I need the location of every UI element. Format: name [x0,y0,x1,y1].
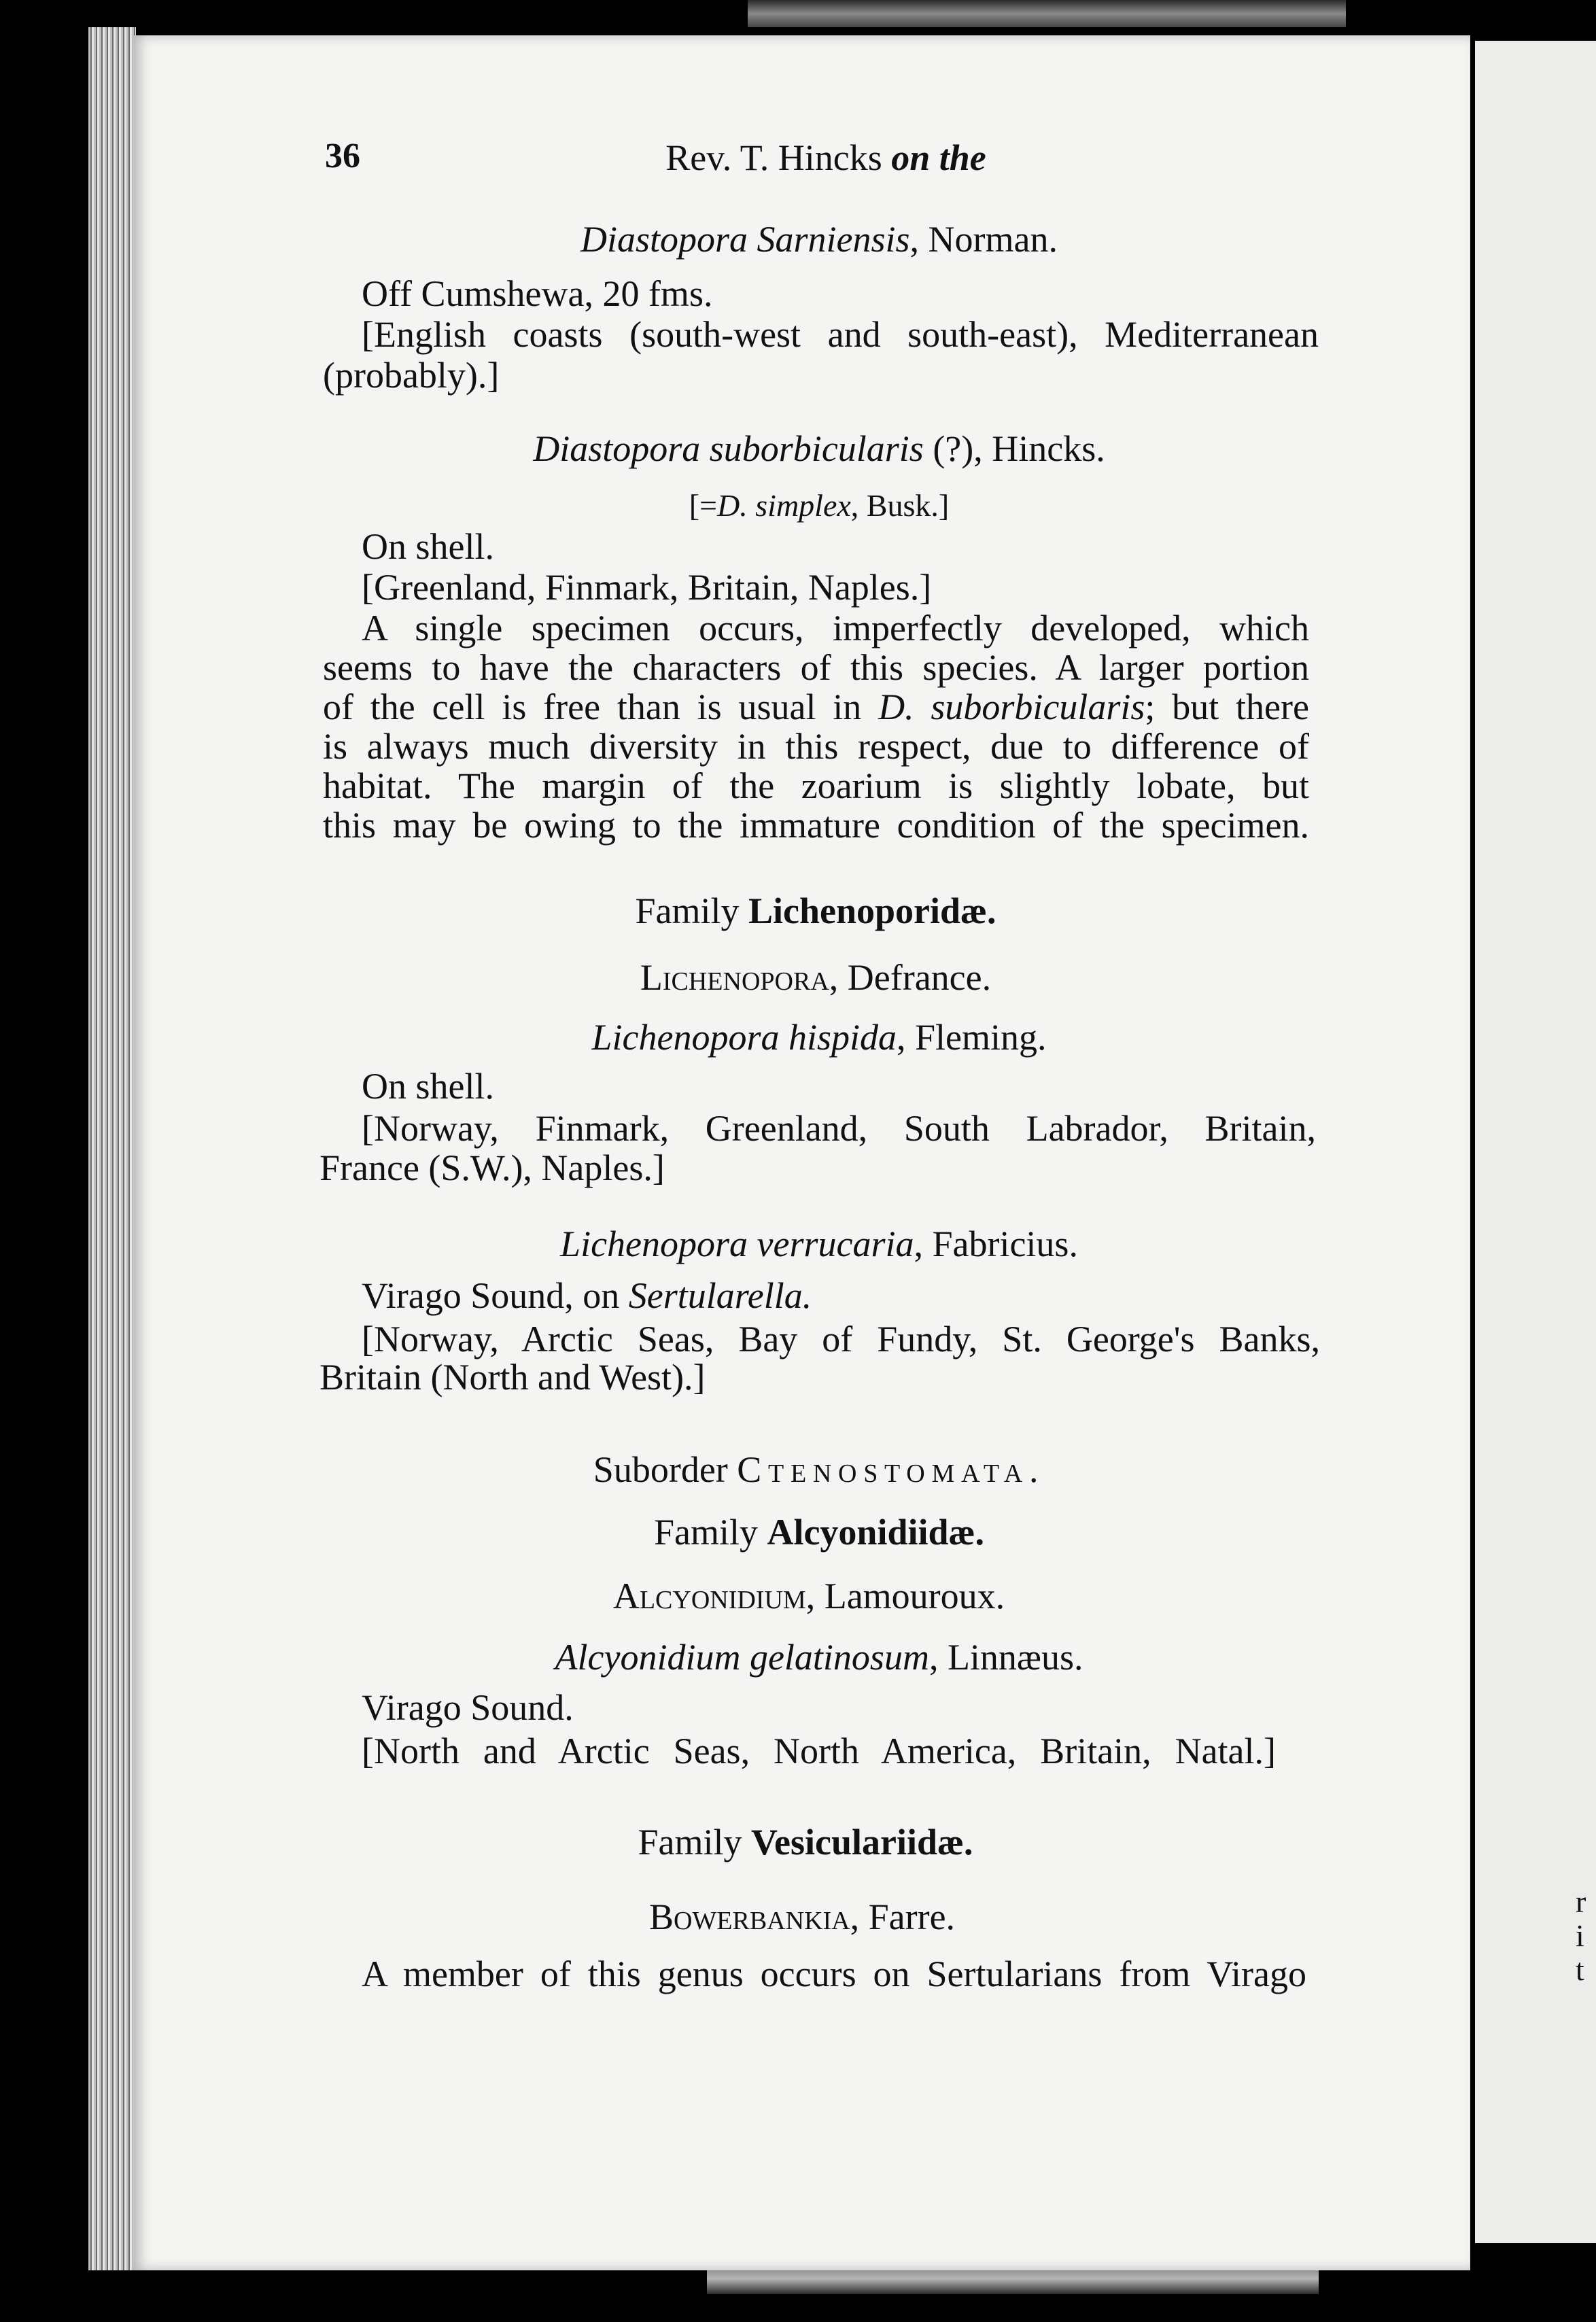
family-heading [654,1512,984,1553]
suborder-heading [593,1449,1045,1490]
species-name: Lichenopora hispida [591,1017,897,1058]
synonym-authority: , Busk.] [850,488,950,523]
distribution-line: Britain (North and West).] [319,1357,706,1398]
body-text-line: A member of this genus occurs on Sertularians from Virago [362,1954,1306,1994]
family-label: Family [653,1512,767,1553]
locality-line: On shell. [362,1066,494,1107]
page-edges [88,27,136,2270]
family-name: Alcyonidiidæ. [767,1512,985,1553]
distribution-line: (probably).] [323,355,500,396]
species-name: Diastopora suborbicularis [533,428,924,469]
genus-heading [640,957,991,998]
synonym-name: D. simplex [717,488,851,523]
species-title [580,219,1058,260]
species-authority: , Fleming. [897,1017,1047,1058]
species-title [533,428,1105,469]
species-authority: , Linnæus. [929,1637,1083,1678]
family-label: Family [635,890,748,931]
locality-line [362,1275,812,1316]
body-text-line: A single specimen occurs, imperfectly developed, which [362,608,1309,648]
species-name: Diastopora Sarniensis [580,219,910,260]
facing-page-fragment-2: i [1576,1920,1584,1952]
synonym-line [689,485,949,526]
species-title [560,1224,1078,1264]
body-text-line [323,687,1309,727]
genus-authority: , Defrance. [829,957,992,998]
distribution-line: [North and Arctic Seas, North America, Britain, Natal.] [362,1731,1276,1771]
body-text-line: is always much diversity in this respect, due to difference of [323,726,1309,767]
binding-top-strip [748,0,1346,27]
body-text-line: seems to have the characters of this species. A larger portion [323,647,1309,688]
species-title [591,1017,1046,1058]
family-name: Lichenoporidæ. [748,890,996,931]
synonym-bracket: [= [689,488,718,523]
species-authority: , Norman. [909,219,1058,260]
running-head-italic: on the [891,137,986,178]
distribution-line: [Norway, Finmark, Greenland, South Labrador, Britain, [362,1108,1316,1149]
species-name: Alcyonidium gelatinosum [555,1637,929,1678]
species-name: Lichenopora verrucaria [560,1224,914,1264]
genus-authority: , Farre. [850,1896,956,1937]
genus-heading [613,1576,1005,1616]
body-text-run: ; but there [1145,687,1309,727]
distribution-line: [Norway, Arctic Seas, Bay of Fundy, St. George's Banks, [362,1319,1320,1359]
genus-authority: , Lamouroux. [805,1576,1005,1616]
locality-line: On shell. [362,526,494,567]
page-number: 36 [325,137,360,175]
locality-line: Virago Sound. [362,1687,574,1728]
locality-line: Off Cumshewa, 20 fms. [362,273,713,314]
suborder-name: Ctenostomata. [737,1449,1045,1490]
species-reference: D. suborbicularis [878,687,1145,727]
facing-page-fragment-1: r [1576,1886,1586,1918]
family-heading [638,1822,973,1862]
running-head-roman: Rev. T. Hincks [665,137,892,178]
locality-text: Virago Sound, on [362,1275,629,1316]
distribution-line: [Greenland, Finmark, Britain, Naples.] [362,567,932,608]
family-label: Family [638,1822,751,1862]
distribution-line: [English coasts (south-west and south-east), Mediterranean [362,314,1319,355]
species-authority: (?), Hincks. [923,428,1105,469]
suborder-label: Suborder [593,1449,738,1490]
genus-name: Alcyonidium [612,1576,806,1616]
family-name: Vesiculariidæ. [750,1822,973,1862]
body-text-run: of the cell is free than is usual in [323,687,879,727]
body-text-line: habitat. The margin of the zoarium is slightly lobate, but [323,765,1309,806]
genus-name: Bowerbankia [648,1896,850,1937]
species-authority: , Fabricius. [914,1224,1078,1264]
family-heading [635,890,996,931]
genus-heading [649,1896,955,1937]
host-name: Sertularella. [628,1275,812,1316]
running-head [665,137,986,178]
facing-page-fragment-3: t [1576,1954,1584,1986]
distribution-line: France (S.W.), Naples.] [319,1147,665,1188]
species-title [555,1637,1083,1678]
genus-name: Lichenopora [640,957,829,998]
body-text-line: this may be owing to the immature condition of the specimen. [323,805,1309,846]
